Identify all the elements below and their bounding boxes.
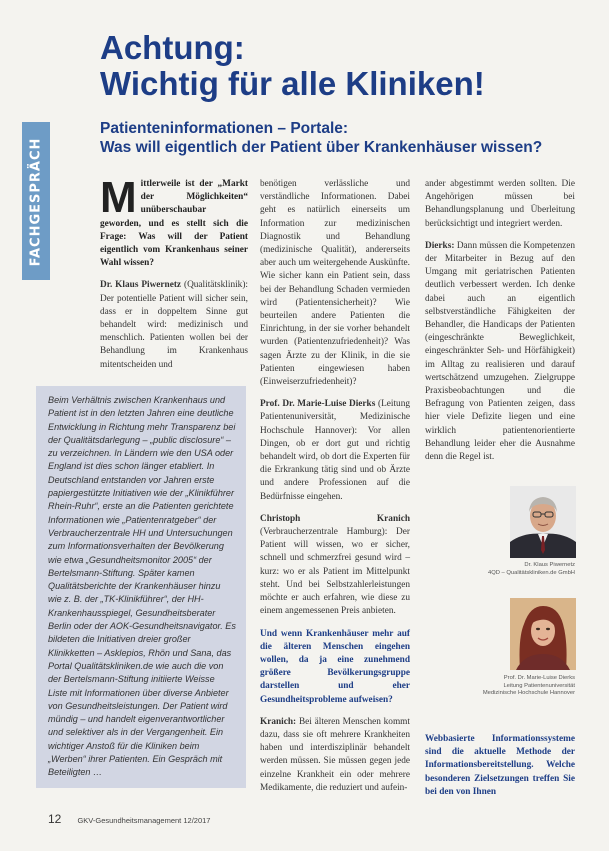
speaker-name: Prof. Dr. Marie-Luise Dierks xyxy=(260,399,376,410)
page-subtitle xyxy=(100,119,570,157)
intro-paragraph xyxy=(100,173,248,270)
title-line-1: Achtung: xyxy=(100,29,245,66)
title-line-2: Wichtig für alle Kliniken! xyxy=(100,65,485,102)
speaker-name: Kranich: xyxy=(260,716,297,727)
paragraph: ander abgestimmt werden sollten. Die Angehörigen müssen bei Behandlungsplanung und Überleitung berücksichtigt und integriert werden. xyxy=(425,179,575,229)
publication-info: GKV-Gesundheitsmanagement 12/2017 xyxy=(77,816,211,825)
answer-paragraph xyxy=(100,279,248,371)
caption-role: 4QD – Qualitätskliniken.de GmbH xyxy=(488,569,575,576)
photo-caption-piwernetz xyxy=(425,562,575,577)
intro-sidebar-box xyxy=(36,386,246,788)
interview-question: Und wenn Krankenhäuser mehr auf die älteren Menschen eingehen wollen, da ja eine zunehmend größere Bevölkerungsgruppe darstellen und eher Gesundheitsprobleme aufweisen? xyxy=(260,628,410,705)
article-column-3 xyxy=(425,178,575,473)
caption-role: Medizinische Hochschule Hannover xyxy=(482,690,575,697)
subtitle-line-1: Patienteninformationen – Portale: xyxy=(100,120,349,137)
answer-text: (Leitung Patientenuniversität, Medizinische Hochschule Hannover): Vor allen Dingen, ob er dort gut und richtig behandelt wird, ob dort die Experten für die Erkrankung tätig sind und ob Ärzte und andere Professionen auf die Bedürfnisse eingehen. xyxy=(260,399,410,502)
answer-paragraph xyxy=(260,398,410,504)
answer-paragraph xyxy=(260,716,410,795)
interview-question: Webbasierte Informationssysteme sind die aktuelle Methode der Informationsbereitstellung. Welche besonderen Zielsetzungen treffen Sie bei den von Ihnen xyxy=(425,734,575,797)
paragraph: benötigen verlässliche und verständliche Informationen. Dabei geht es natürlich einerseits um Information zur medizinischen Diagnostik und Behandlung (medizinische Qualität), andererseits aber auch um weitergehende Auskünfte. Wie sicher kann ein Patient sein, dass bei der Behandlung Schaden vermieden wird (Patientensicherheit)? Wie beurteilen andere Patienten die Einrichtung, in der sie vorher behandelt wurden (Patientenzufriedenheit)? Was sagen Ärzte zu der Klinik, in die sie Patienten eingewiesen haben (Einweiserzufriedenheit)? xyxy=(260,179,410,388)
portrait-photo-dierks xyxy=(510,598,576,670)
speaker-name: Christoph Kranich xyxy=(260,513,410,524)
article-column-1 xyxy=(100,173,249,381)
section-label: FACHGESPRÄCH xyxy=(28,137,44,267)
dropcap: M xyxy=(100,173,137,222)
portrait-photo-piwernetz xyxy=(510,486,576,558)
portrait-illustration xyxy=(510,598,576,670)
caption-name: Dr. Klaus Piwernetz xyxy=(524,562,575,568)
section-tab xyxy=(22,122,50,280)
page-title xyxy=(100,30,570,102)
answer-text: Dann müssen die Kompetenzen der Mitarbeiter in Bezug auf den Umgang mit geriatrischen Patienten deutlich verbessert werden. Ich denke dabei auch an eigentlich selbstverständliche Fähigkeiten der Behandler, die Handicaps der Patienten (eingeschränkte Beweglichkeit, eingeschränkter Seh- und Hörfähigkeit) im Alltag zu realisieren und darauf wertschätzend umzugehen. Zielgruppe Praxisbeobachtungen und die Befragung von Patienten zeigen, dass hier viele Defizite liegen und eine wirklich patientenorientierte Behandlung leider eher die Ausnahme denn die Regel ist. xyxy=(425,240,575,463)
portrait-illustration xyxy=(510,486,576,558)
photo-caption-dierks xyxy=(425,675,575,698)
intro-text: ittlerweile ist der „Markt der Möglichkeiten“ unüberschaubar geworden, und es stellt sich die Frage: Was will der Patient eigentlich vom Krankenhaus seiner Wahl wissen? xyxy=(100,179,248,269)
article-column-3-bottom xyxy=(425,733,575,808)
caption-name: Prof. Dr. Marie-Luise Dierks xyxy=(503,675,575,681)
page-number: 12 xyxy=(48,812,62,826)
answer-paragraph xyxy=(425,240,575,464)
subtitle-line-2: Was will eigentlich der Patient über Krankenhäuser wissen? xyxy=(100,139,543,156)
article-column-2 xyxy=(260,178,410,804)
speaker-name: Dr. Klaus Piwernetz xyxy=(100,280,182,291)
answer-text: (Verbraucherzentrale Hamburg): Der Patient will wissen, wo er sicher, schnell und schmerzfrei gesund wird – kurz: wo er als Patient im Mittelpunkt steht. Und bei Selbstzahlerleistungen möchte er auch erfahren, wie diese zu einem angemessenen Preis anbieten. xyxy=(260,527,410,617)
page-footer xyxy=(48,812,210,826)
sidebar-text: Beim Verhältnis zwischen Krankenhaus und Patient ist in den letzten Jahren eine deutliche Entwicklung in Richtung mehr Transparenz bei der Qualitätsdarlegung – „public disclosure“ – zu verzeichnen. In Ländern wie den USA oder England ist dies schon länger etabliert. In Deutschland entstanden vor Jahren erste papiergestützte Initiativen wie der „Klinikführer Rhein-Ruhr“, erste an die Patienten gerichtete Informationen wie „Patientenratgeber“ der Verbraucherzentrale HH und Untersuchungen zum Informationsverhalten der Bevölkerung wie etwa „Gesundheitsmonitor 2005“ der Bertelsmann-Stiftung. Später kamen Qualitätsberichte der Krankenhäuser hinzu wie z. B. der „TK-Klinikführer“, der HH-Krankenhausspiegel, Gesundheitsberater Berlin oder der AOK-Gesundheitsnavigator. Es bildeten die Initiativen dreier großer Klinikketten – Asklepios, Rhön und Sana, das Portal Qualitätskliniken.de wie auch die von der Bertelsmann-Stiftung initiierte Weisse Liste mit Informationen über diverse Anbieter von Gesundheitsleistungen. Der Patient wird mündig – und handelt eigenverantwortlicher und selektiver als in der Vergangenheit. Ein wichtiger Anstoß für die Kliniken beim „Werben“ ihrer Patienten. Ein Gespräch mit Beteiligten … xyxy=(48,395,236,778)
answer-paragraph xyxy=(260,513,410,619)
speaker-name: Dierks: xyxy=(425,240,455,251)
answer-text: (Qualitätsklinik): Der potentielle Patient will sicher sein, dass er in doppeltem Sinne gut behandelt wird: medizinisch und menschlich. Patienten wollen bei der Behandlung im Krankenhaus mitentscheiden und xyxy=(100,280,249,370)
caption-role: Leitung Patientenuniversität xyxy=(503,682,575,689)
answer-text: Bei älteren Menschen kommt dazu, dass sie oft mehrere Krankheiten haben und interdisziplinär behandelt werden müssen. Sie müssen gegen jede einzelne Krankheit ein oder mehrere Medikamente, die reduziert und aufein- xyxy=(260,716,410,793)
